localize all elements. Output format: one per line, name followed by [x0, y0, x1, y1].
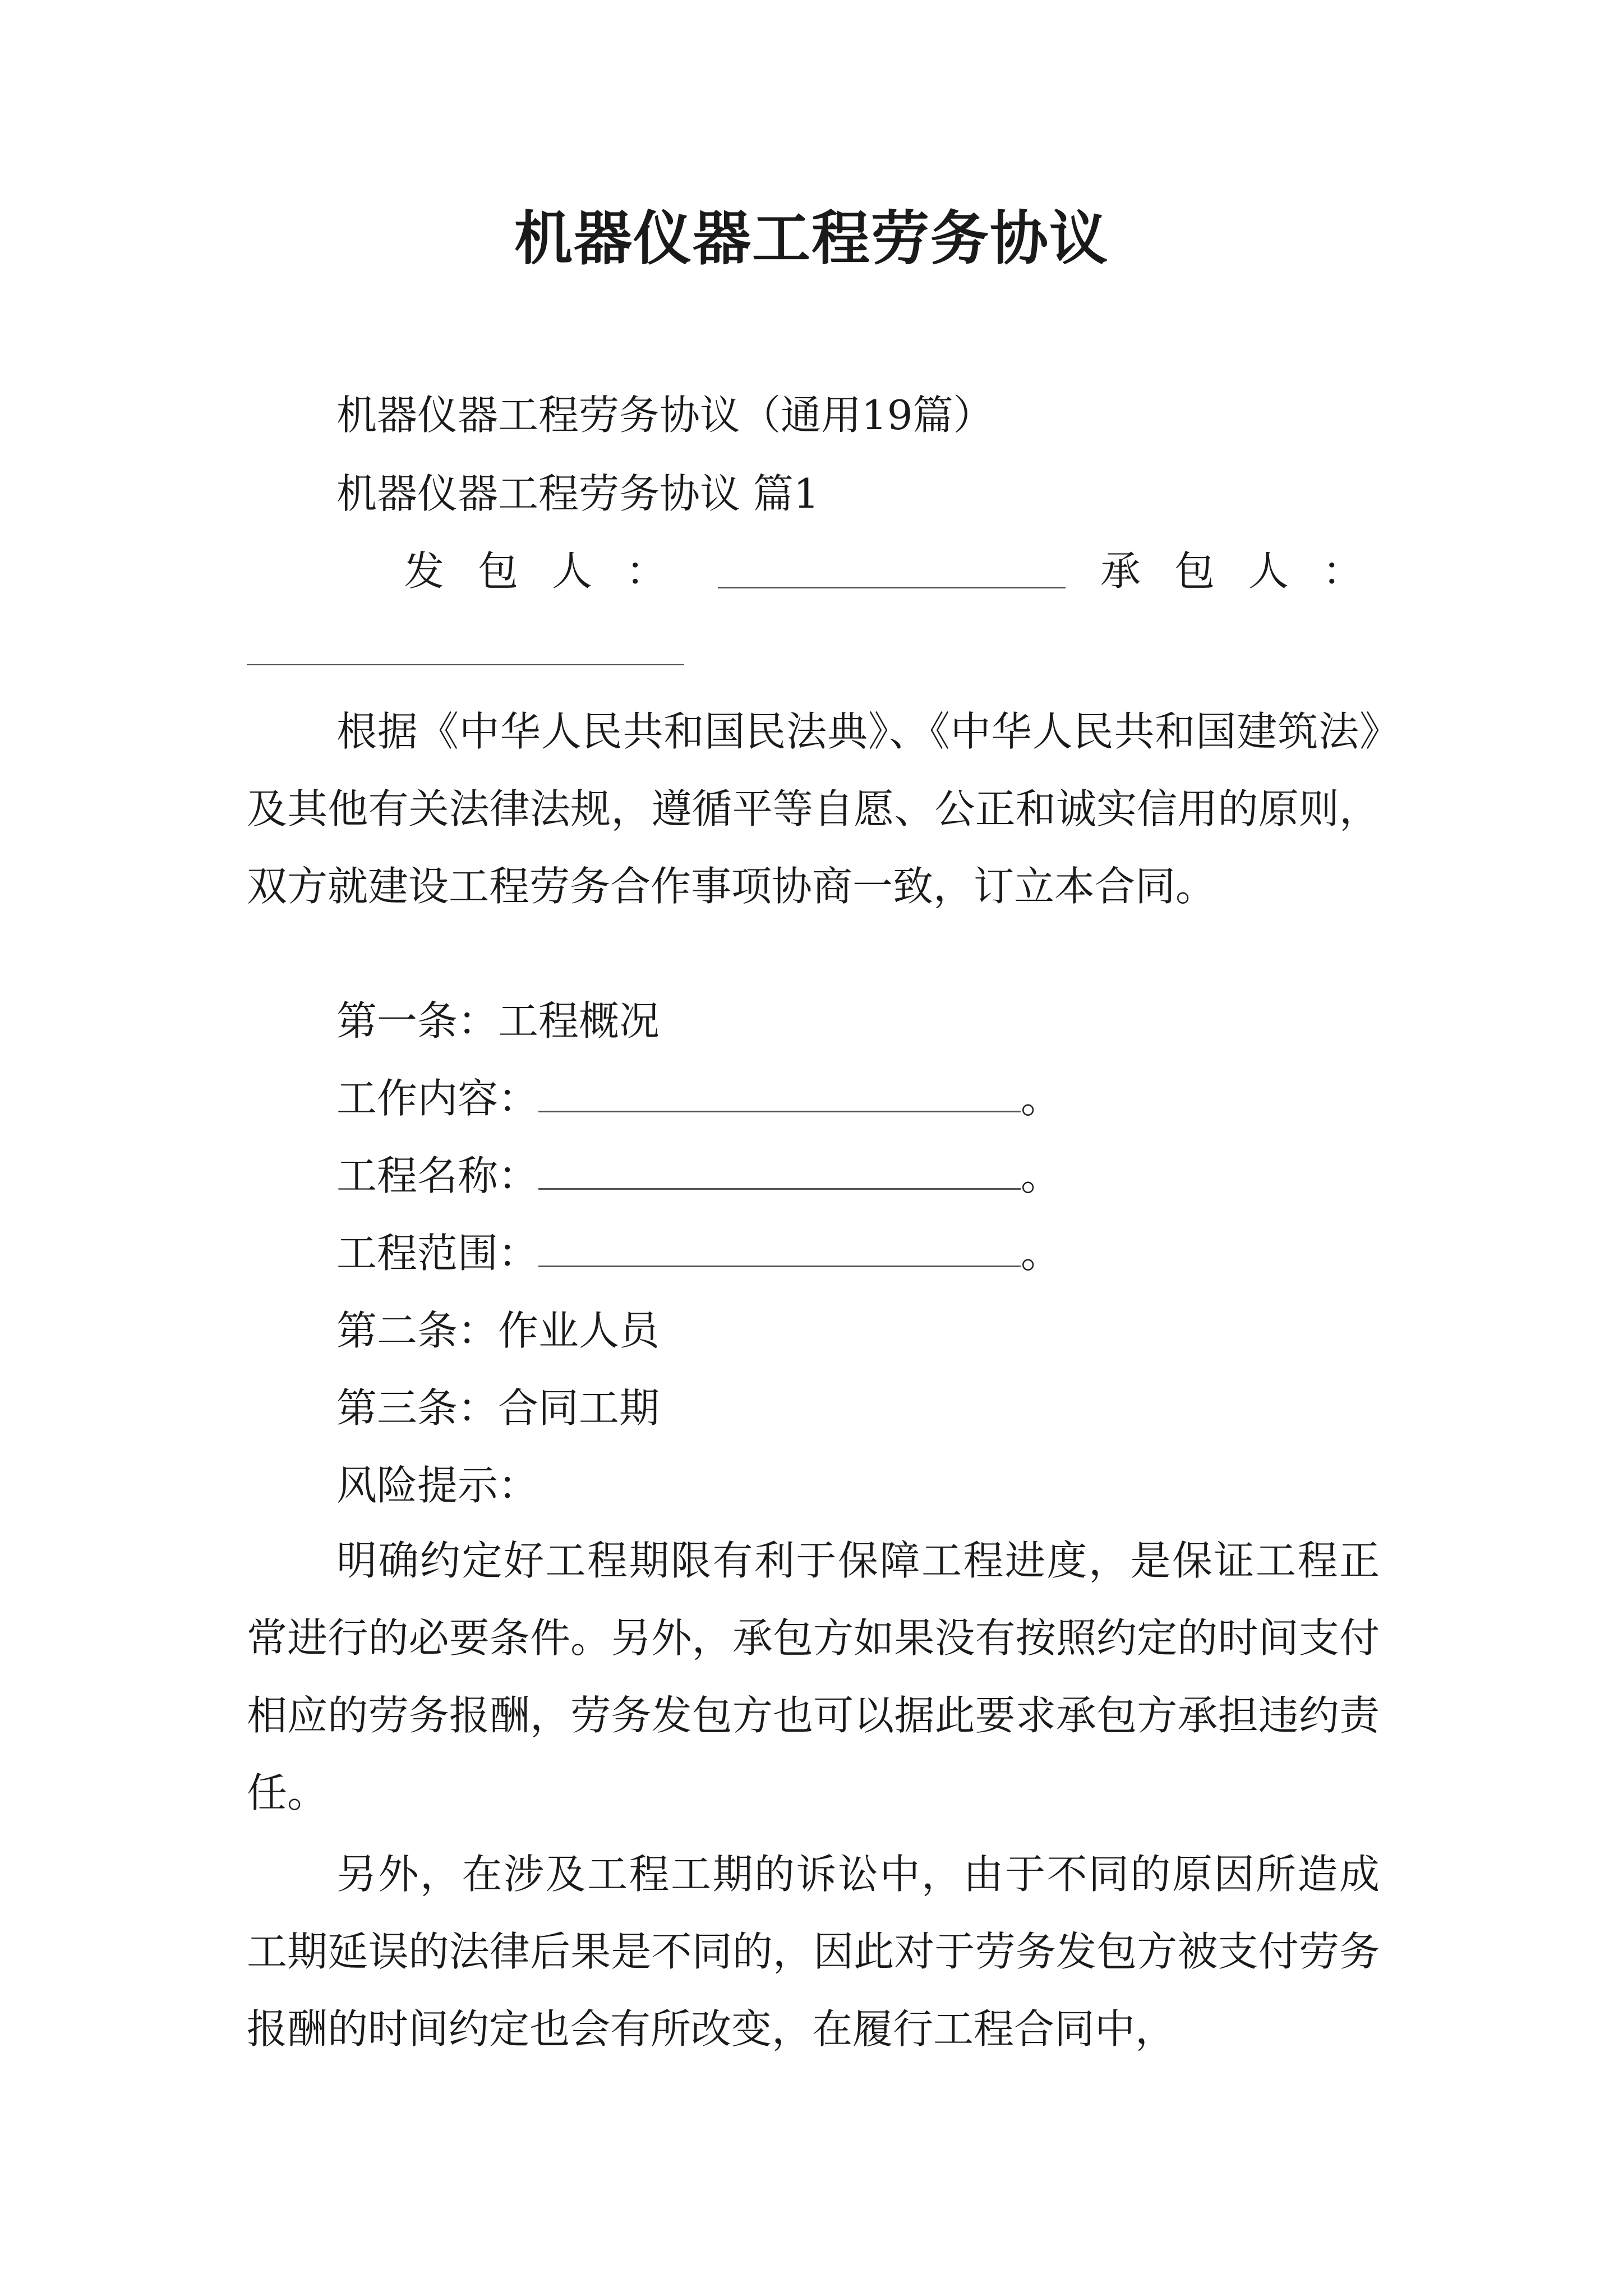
- intro-paragraph: 根据《中华人民共和国民法典》、《中华人民共和国建筑法》及其他有关法律法规，遵循平等自愿、公正和诚实信用的原则，双方就建设工程劳务合作事项协商一致，订立本合同。: [247, 708, 1380, 910]
- work-content-end: 。: [1021, 1075, 1062, 1122]
- project-name-row: [336, 1148, 1061, 1204]
- work-content-label: 工作内容：: [336, 1075, 539, 1122]
- project-name-end: 。: [1021, 1152, 1062, 1199]
- risk-paragraph-1: 明确约定好工程期限有利于保障工程进度，是保证工程正常进行的必要条件。另外，承包方如果没有按照约定的时间支付相应的劳务报酬，劳务发包方也可以据此要求承包方承担违约责任。: [247, 1537, 1380, 1816]
- party-a-blank: [718, 551, 1066, 588]
- section-heading: 机器仪器工程劳务协议 篇1: [336, 470, 819, 517]
- project-scope-blank: [538, 1230, 1021, 1267]
- document-title: 机器仪器工程劳务协议: [514, 204, 1109, 273]
- project-name-blank: [538, 1152, 1021, 1190]
- article2-heading: 第二条：作业人员: [336, 1307, 660, 1354]
- project-scope-end: 。: [1021, 1230, 1062, 1277]
- document-subtitle: 机器仪器工程劳务协议（通用19篇）: [336, 392, 994, 439]
- party-a-label: 发包人：: [404, 547, 700, 595]
- work-content-row: [336, 1070, 1061, 1126]
- project-name-label: 工程名称：: [336, 1152, 539, 1199]
- article1-heading: 第一条：工程概况: [336, 997, 660, 1045]
- project-scope-row: [336, 1225, 1061, 1281]
- party-b-label: 承包人：: [1100, 547, 1397, 595]
- party-b-blank: [247, 628, 684, 665]
- project-scope-label: 工程范围：: [336, 1230, 539, 1277]
- work-content-blank: [538, 1075, 1021, 1112]
- article3-heading: 第三条：合同工期: [336, 1384, 660, 1432]
- risk-paragraph-2: 另外，在涉及工程工期的诉讼中，由于不同的原因所造成工期延误的法律后果是不同的，因此对于劳务发包方被支付劳务报酬的时间约定也会有所改变，在履行工程合同中，: [247, 1851, 1380, 2053]
- risk-heading: 风险提示：: [336, 1462, 539, 1509]
